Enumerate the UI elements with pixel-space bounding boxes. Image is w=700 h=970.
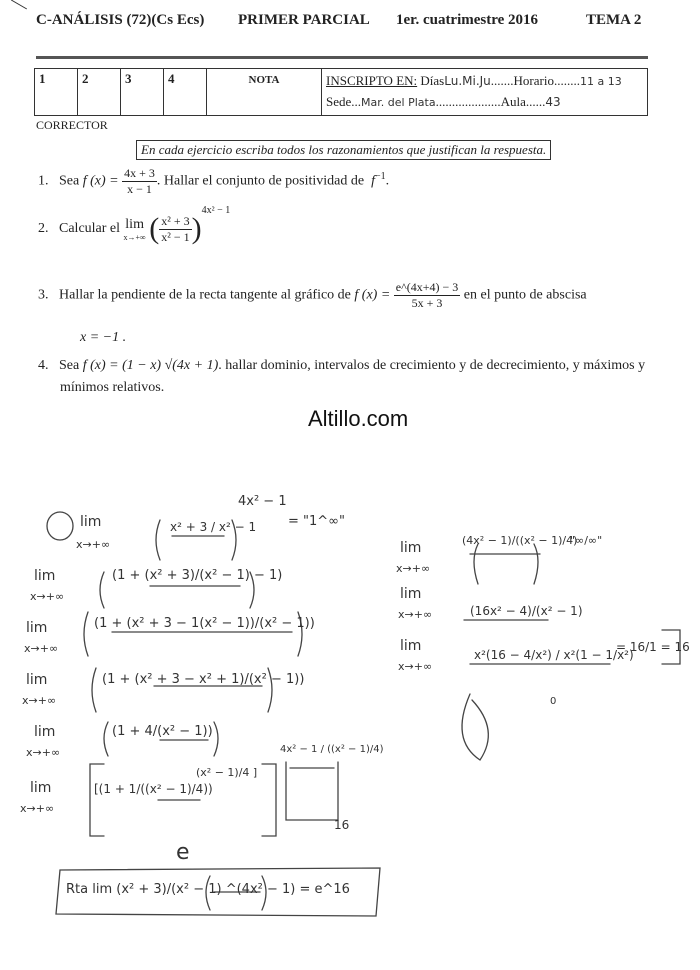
- hw-right-3: x²(16 − 4/x²) / x²(1 − 1/x²): [474, 648, 634, 662]
- hw-sub-1: x→+∞: [76, 538, 111, 551]
- problem-2: 2. Calcular el lim x→+∞ ( $\frac{\text{x² + 3}}{\text{x² − 1}}$ )$^{4x^2 - 1}$: [38, 204, 231, 245]
- exam-tema: TEMA 2: [586, 12, 642, 28]
- inscripto-label: INSCRIPTO EN:: [326, 73, 418, 88]
- hw-right-1: (4x² − 1)/((x² − 1)/4): [462, 534, 578, 547]
- hw-line-6b: (x² − 1)/4 ]: [196, 766, 258, 779]
- corrector-label: CORRECTOR: [36, 118, 108, 132]
- problem-4-expression: f (x) = (1 − x) √(4x + 1): [82, 358, 219, 373]
- paren-l2: [100, 572, 104, 608]
- dias-label: Días: [420, 73, 445, 88]
- horario-value: 11 a 13: [579, 75, 622, 88]
- inscripto-cell: INSCRIPTO EN: DíasLu.Mi.Ju.......Horario........11 a 13 Sede...Mar. del Plata....................Aula......43: [322, 69, 648, 116]
- hw-sub-5: x→+∞: [26, 746, 61, 759]
- hw-line-3: (1 + (x² + 3 − 1(x² − 1))/(x² − 1)): [94, 616, 315, 631]
- hw-right-lim-3: lim: [400, 638, 422, 654]
- bracket-r6: [262, 764, 276, 836]
- problem-4-text-b: . hallar dominio, intervalos de crecimiento y de decrecimiento, y máximos y: [218, 358, 646, 373]
- hw-sub-2: x→+∞: [30, 590, 65, 603]
- hw-line-4: (1 + (x² + 3 − x² + 1)/(x² − 1)): [102, 672, 305, 687]
- hw-right-1-eq: "∞/∞": [570, 534, 603, 547]
- grade-nota: NOTA: [207, 69, 322, 116]
- hw-right-sub-1: x→+∞: [396, 562, 431, 575]
- exam-title: PRIMER PARCIAL: [238, 12, 370, 28]
- problem-1-inverse: f: [371, 173, 375, 189]
- grade-col-1: 1: [35, 69, 78, 116]
- aula-value: 43: [545, 95, 561, 109]
- problem-3-text-b: en el punto de abscisa: [463, 287, 587, 303]
- hw-sub-4: x→+∞: [22, 694, 57, 707]
- problem-3-number: 3.: [38, 287, 49, 303]
- hw-lim-1: lim: [80, 514, 102, 530]
- problem-circle: [47, 512, 73, 540]
- paren-r5: [214, 722, 218, 756]
- paren-r-r1: [534, 544, 538, 584]
- hw-lim-3: lim: [26, 620, 48, 636]
- hw-lim-6: lim: [30, 780, 52, 796]
- hw-frac-1: x² + 3 / x² − 1: [170, 520, 257, 534]
- hw-lim-2: lim: [34, 568, 56, 584]
- hw-sub-6: x→+∞: [20, 802, 55, 815]
- problem-1: 1. Sea f (x) = $\frac{4x + 3}{x - 1}$ . Hallar el conjunto de positividad de $f^{-1}$.: [38, 166, 390, 196]
- hw-right-zero: 0: [550, 696, 557, 707]
- paren-l-r1: [474, 544, 478, 584]
- hw-right-lim-2: lim: [400, 586, 422, 602]
- problem-4-number: 4.: [38, 358, 49, 373]
- problem-3-fx: f (x) =: [354, 287, 391, 303]
- hw-right-2: (16x² − 4)/(x² − 1): [470, 604, 583, 618]
- hw-lim-5: lim: [34, 724, 56, 740]
- hw-line-6a: [(1 + 1/((x² − 1)/4)): [94, 782, 213, 796]
- problem-1-text-b: . Hallar el conjunto de positividad de: [156, 173, 365, 189]
- horario-label: Horario: [513, 73, 554, 88]
- sede-value: Mar. del Plata: [361, 96, 436, 109]
- paren-l3: [84, 612, 88, 656]
- grade-col-4: 4: [164, 69, 207, 116]
- hw-answer: Rta lim (x² + 3)/(x² − 1) ^(4x² − 1) = e^16: [66, 882, 350, 897]
- grade-col-2: 2: [78, 69, 121, 116]
- problem-3-point: x = −1 .: [80, 330, 127, 345]
- hw-right-sub-2: x→+∞: [398, 608, 433, 621]
- problem-4-continued: mínimos relativos.: [60, 380, 165, 395]
- hw-16: 16: [334, 818, 350, 832]
- exam-term: 1er. cuatrimestre 2016: [396, 12, 539, 28]
- problem-1-text-a: Sea: [59, 173, 80, 189]
- sede-label: Sede: [326, 94, 352, 109]
- problem-1-number: 1.: [38, 173, 49, 189]
- problem-1-fraction: $\frac{4x + 3}{x - 1}$: [124, 166, 155, 196]
- problem-4-text-a: Sea: [59, 358, 80, 373]
- problem-3-text-a: Hallar la pendiente de la recta tangente al gráfico de: [59, 287, 351, 303]
- paren-l4: [92, 668, 96, 712]
- course-title: C-ANÁLISIS (72)(Cs Ecs): [36, 12, 205, 28]
- hw-line-5: (1 + 4/(x² − 1)): [112, 724, 213, 739]
- paren-l1: [156, 520, 160, 560]
- problem-2-exponent: 4x² − 1: [201, 204, 231, 216]
- problem-3-fraction: $\frac{e\^{}(4x+4) - 3}{5x + 3}$: [395, 280, 459, 310]
- instruction-box: En cada ejercicio escriba todos los razonamientos que justifican la respuesta.: [136, 140, 551, 160]
- hw-line-2: (1 + (x² + 3)/(x² − 1) − 1): [112, 568, 283, 583]
- hw-lim-4: lim: [26, 672, 48, 688]
- hw-e: e: [176, 840, 190, 865]
- hw-right-sub-3: x→+∞: [398, 660, 433, 673]
- hw-line-6-exp: 4x² − 1 / ((x² − 1)/4): [280, 744, 384, 755]
- aula-label: Aula: [500, 94, 526, 109]
- watermark: Altillo.com: [308, 406, 409, 431]
- bracket-l6: [90, 764, 104, 836]
- dias-value: Lu.Mi.Ju: [444, 74, 491, 88]
- paren-l5: [104, 722, 108, 756]
- hw-right-lim-1: lim: [400, 540, 422, 556]
- hw-exp-1: 4x² − 1: [238, 494, 287, 509]
- hw-sub-3: x→+∞: [24, 642, 59, 655]
- exp-box: [286, 762, 338, 820]
- problem-1-fx: f (x) =: [82, 173, 119, 189]
- problem-2-fraction: $\frac{\text{x² + 3}}{\text{x² − 1}}$: [161, 213, 190, 244]
- problem-2-number: 2.: [38, 221, 49, 237]
- hw-right-3-result: = 16/1 = 16: [616, 640, 690, 654]
- problem-2-text-a: Calcular el: [59, 221, 121, 237]
- grade-col-3: 3: [121, 69, 164, 116]
- hw-eq-1: = "1^∞": [288, 514, 345, 529]
- problem-2-lim: lim x→+∞: [123, 216, 146, 242]
- scribble: [462, 694, 488, 760]
